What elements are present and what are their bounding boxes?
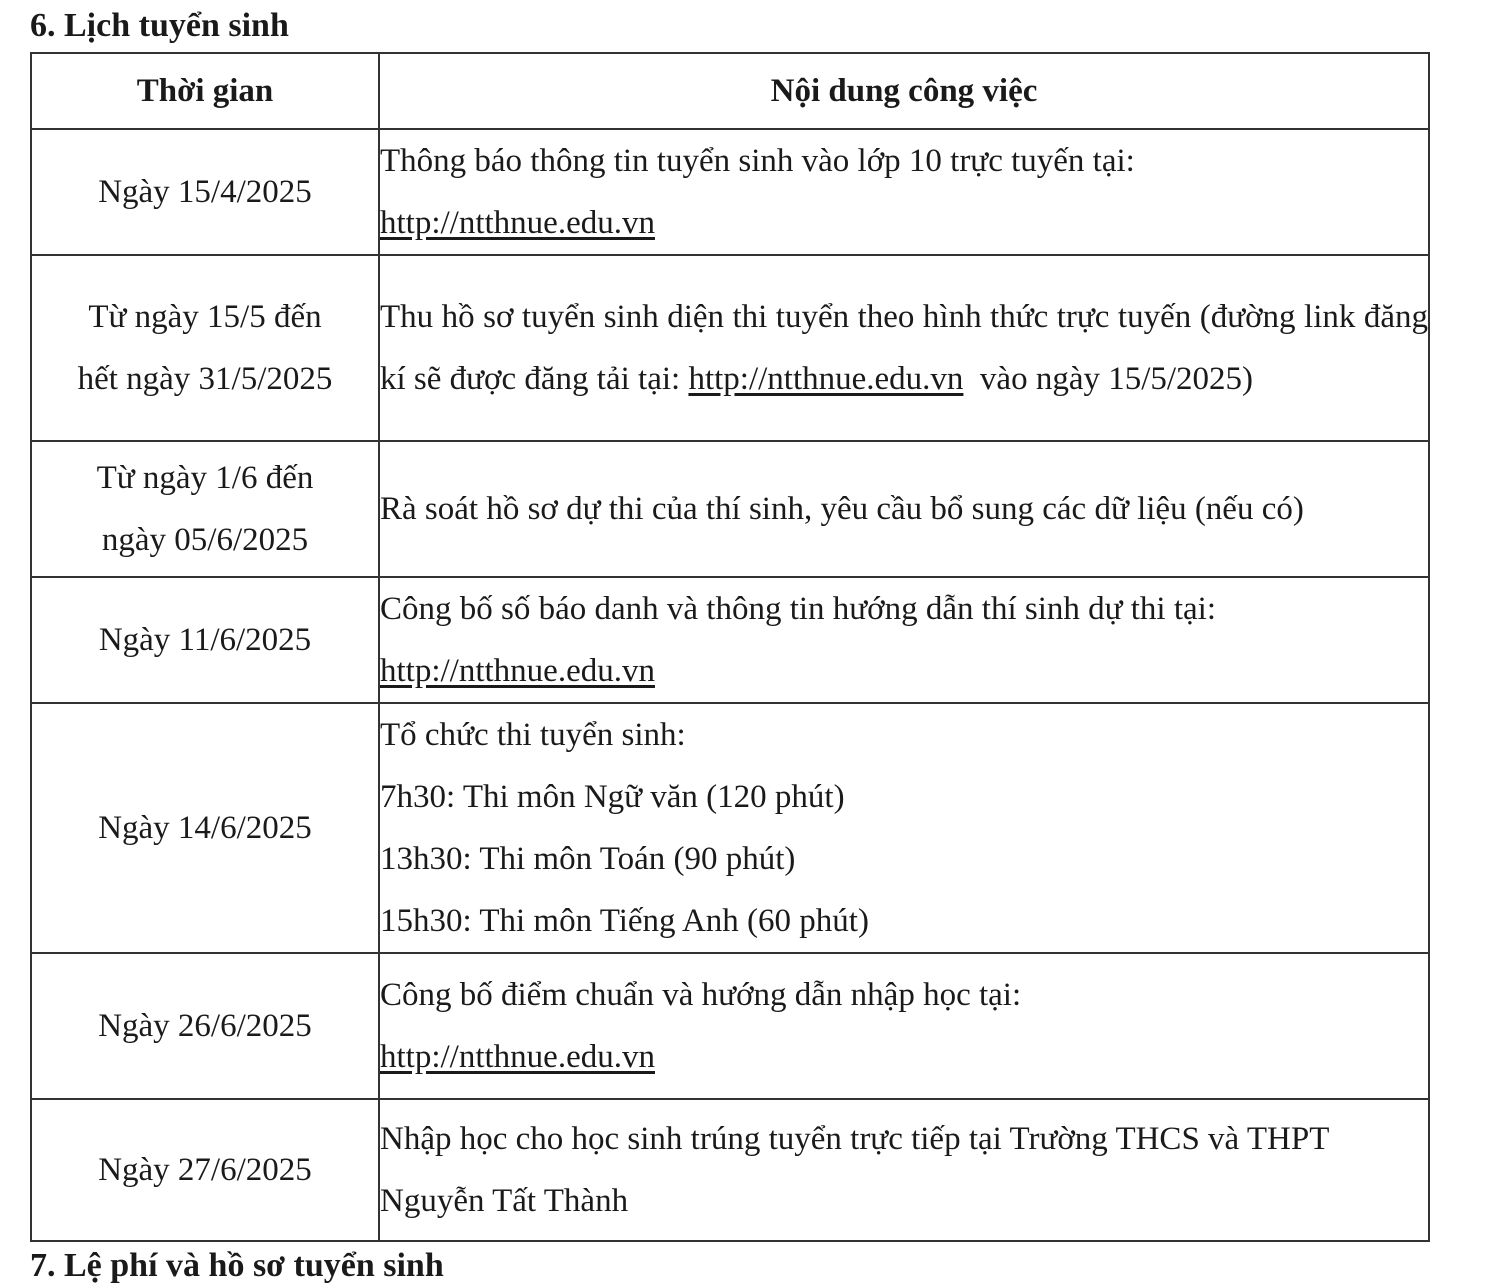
row-time: Ngày 27/6/2025 [31,1099,379,1241]
row-task-text: Công bố điểm chuẩn và hướng dẫn nhập học tại: [380,977,1022,1013]
admission-schedule-table [30,52,1430,1242]
row-task-text: Công bố số báo danh và thông tin hướng dẫn thí sinh dự thi tại: [380,591,1217,627]
row-task [379,577,1429,703]
table-row [31,577,1429,703]
table-row [31,953,1429,1099]
row-time-line: Từ ngày 15/5 đến [88,299,322,335]
row-time: Ngày 14/6/2025 [31,703,379,953]
table-row [31,129,1429,255]
website-link[interactable]: http://ntthnue.edu.vn [380,1039,655,1075]
table-row [31,1099,1429,1241]
row-time-line: ngày 05/6/2025 [101,522,309,558]
table-row [31,703,1429,953]
row-time: Ngày 26/6/2025 [31,953,379,1099]
row-task [379,255,1429,441]
website-link[interactable]: http://ntthnue.edu.vn [688,361,964,397]
section-title: 6. Lịch tuyển sinh [30,7,289,44]
exam-line: 7h30: Thi môn Ngữ văn (120 phút) [380,779,845,815]
row-time [31,255,379,441]
row-task [379,703,1429,953]
row-time-line: Từ ngày 1/6 đến [96,460,314,496]
website-link[interactable]: http://ntthnue.edu.vn [380,653,655,689]
row-time-line: hết ngày 31/5/2025 [77,361,333,397]
row-task-text: vào ngày 15/5/2025) [963,361,1254,397]
table-row [31,255,1429,441]
row-task: Nhập học cho học sinh trúng tuyển trực tiếp tại Trường THCS và THPT Nguyễn Tất Thành [379,1099,1429,1241]
row-task: Rà soát hồ sơ dự thi của thí sinh, yêu cầu bổ sung các dữ liệu (nếu có) [379,441,1429,577]
row-task [379,129,1429,255]
website-link[interactable]: http://ntthnue.edu.vn [380,205,655,241]
row-time: Ngày 11/6/2025 [31,577,379,703]
exam-line: Tổ chức thi tuyển sinh: [380,717,686,753]
row-task-text: Thông báo thông tin tuyển sinh vào lớp 10 trực tuyến tại: [380,143,1135,179]
row-time [31,441,379,577]
next-section-title: 7. Lệ phí và hồ sơ tuyển sinh [30,1247,444,1284]
table-header-row [31,53,1429,129]
header-time: Thời gian [31,53,379,129]
exam-line: 15h30: Thi môn Tiếng Anh (60 phút) [380,903,869,939]
row-task-text: Thu hồ sơ tuyển sinh diện thi tuyển theo hình thức trực tuyến (đường link đăng kí sẽ được đăng tải tại: [380,299,1428,397]
row-time: Ngày 15/4/2025 [31,129,379,255]
row-task [379,953,1429,1099]
table-row [31,441,1429,577]
exam-line: 13h30: Thi môn Toán (90 phút) [380,841,796,877]
header-task: Nội dung công việc [379,53,1429,129]
